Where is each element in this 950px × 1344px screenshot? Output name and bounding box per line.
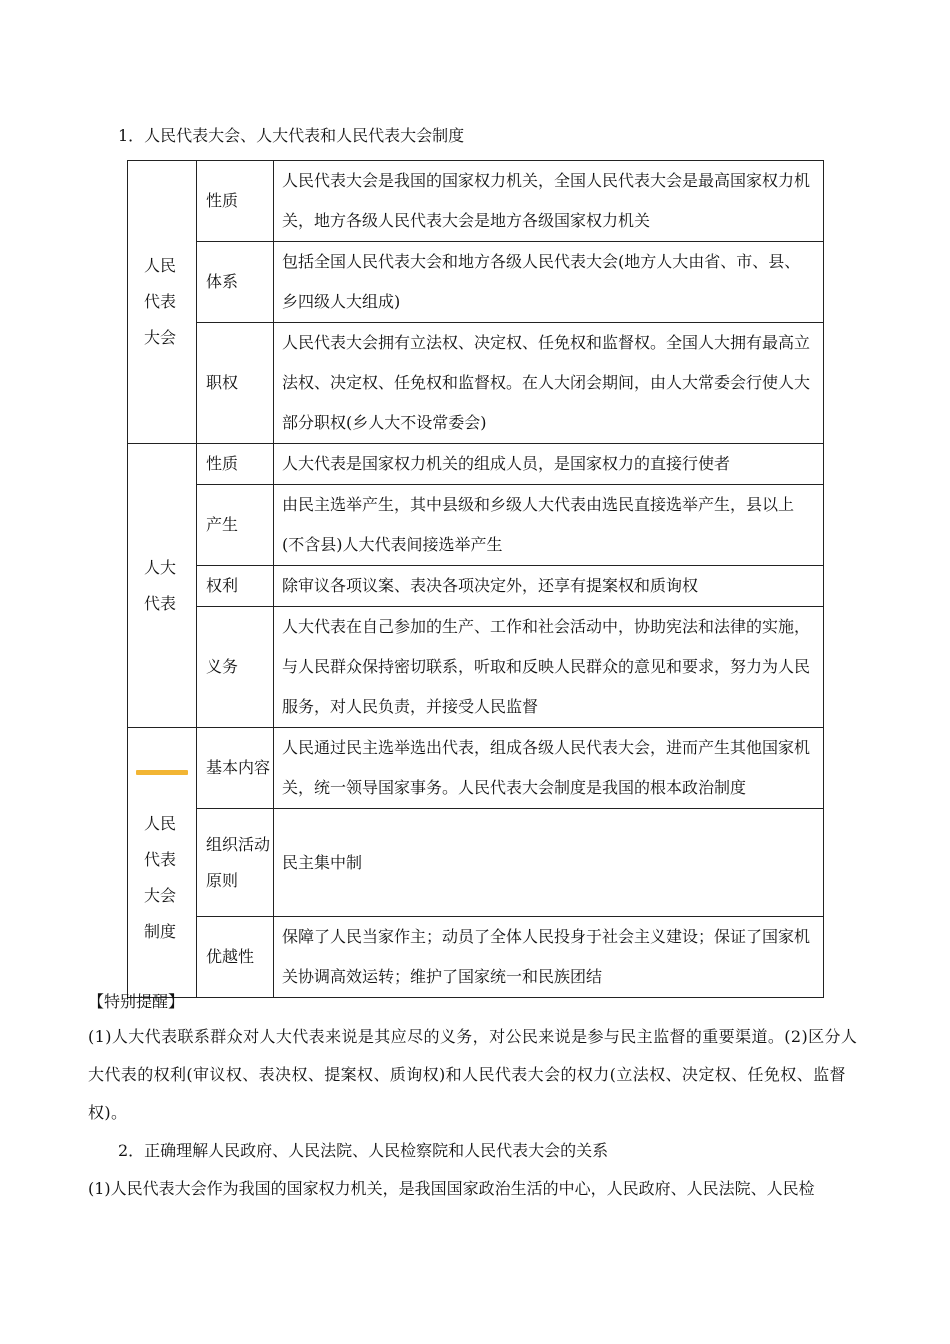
npc-nature-text: 人民代表大会是我国的国家权力机关，全国人民代表大会是最高国家权力机关，地方各级人民代表大会是地方各级国家权力机关 bbox=[274, 161, 824, 242]
table-row bbox=[128, 485, 824, 566]
deputy-duties-label: 义务 bbox=[197, 607, 274, 728]
section-2-text: (1)人民代表大会作为我国的国家权力机关，是我国国家政治生活的中心，人民政府、人民法院、人民检 bbox=[88, 1179, 815, 1198]
deputy-rights-text: 除审议各项议案、表决各项决定外，还享有提案权和质询权 bbox=[274, 566, 824, 607]
notes-section bbox=[88, 990, 868, 1208]
table-row bbox=[128, 161, 824, 242]
npc-nature-label: 性质 bbox=[197, 161, 274, 242]
category-npc-label: 人民代表大会 bbox=[144, 256, 177, 347]
table-row bbox=[128, 566, 824, 607]
category-deputy-label: 人大代表 bbox=[144, 557, 177, 613]
summary-table bbox=[127, 160, 824, 998]
deputy-nature-text: 人大代表是国家权力机关的组成人员，是国家权力的直接行使者 bbox=[274, 444, 824, 485]
deputy-origin-text: 由民主选举产生，其中县级和乡级人大代表由选民直接选举产生，县以上(不含县)人大代表间接选举产生 bbox=[274, 485, 824, 566]
deputy-nature-label: 性质 bbox=[197, 444, 274, 485]
table-row bbox=[128, 917, 824, 998]
system-basic-label: 基本内容 bbox=[197, 728, 274, 809]
section-1-heading: 1．人民代表大会、人大代表和人民代表大会制度 bbox=[118, 126, 465, 145]
system-principle-text: 民主集中制 bbox=[274, 809, 824, 917]
reminder-title: 【特别提醒】 bbox=[88, 992, 185, 1011]
system-principle-label: 组织活动原则 bbox=[197, 809, 274, 917]
npc-system-text: 包括全国人民代表大会和地方各级人民代表大会(地方人大由省、市、县、乡四级人大组成) bbox=[274, 242, 824, 323]
system-basic-text: 人民通过民主选举选出代表，组成各级人民代表大会，进而产生其他国家机关，统一领导国家事务。人民代表大会制度是我国的根本政治制度 bbox=[274, 728, 824, 809]
npc-powers-text: 人民代表大会拥有立法权、决定权、任免权和监督权。全国人大拥有最高立法权、决定权、任免权和监督权。在人大闭会期间，由人大常委会行使人大部分职权(乡人大不设常委会) bbox=[274, 323, 824, 444]
category-system bbox=[128, 728, 197, 998]
table-row bbox=[128, 242, 824, 323]
table-row bbox=[128, 728, 824, 809]
system-advantage-text: 保障了人民当家作主；动员了全体人民投身于社会主义建设；保证了国家机关协调高效运转；维护了国家统一和民族团结 bbox=[274, 917, 824, 998]
category-npc bbox=[128, 161, 197, 444]
watermark-stamp bbox=[136, 770, 188, 775]
npc-powers-label: 职权 bbox=[197, 323, 274, 444]
reminder-text: (1)人大代表联系群众对人大代表来说是其应尽的义务，对公民来说是参与民主监督的重要渠道。(2)区分人大代表的权利(审议权、表决权、提案权、质询权)和人民代表大会的权力(立法权、决定权、任免权、监督权)。 bbox=[88, 1027, 858, 1122]
table-row bbox=[128, 323, 824, 444]
section-2-heading: 2．正确理解人民政府、人民法院、人民检察院和人民代表大会的关系 bbox=[118, 1141, 609, 1160]
npc-system-label: 体系 bbox=[197, 242, 274, 323]
category-deputy bbox=[128, 444, 197, 728]
deputy-duties-text: 人大代表在自己参加的生产、工作和社会活动中，协助宪法和法律的实施，与人民群众保持密切联系，听取和反映人民群众的意见和要求，努力为人民服务，对人民负责，并接受人民监督 bbox=[274, 607, 824, 728]
category-system-label: 人民代表大会制度 bbox=[144, 813, 177, 941]
deputy-origin-label: 产生 bbox=[197, 485, 274, 566]
deputy-rights-label: 权利 bbox=[197, 566, 274, 607]
table-row bbox=[128, 607, 824, 728]
table-row bbox=[128, 444, 824, 485]
table-row bbox=[128, 809, 824, 917]
system-advantage-label: 优越性 bbox=[197, 917, 274, 998]
